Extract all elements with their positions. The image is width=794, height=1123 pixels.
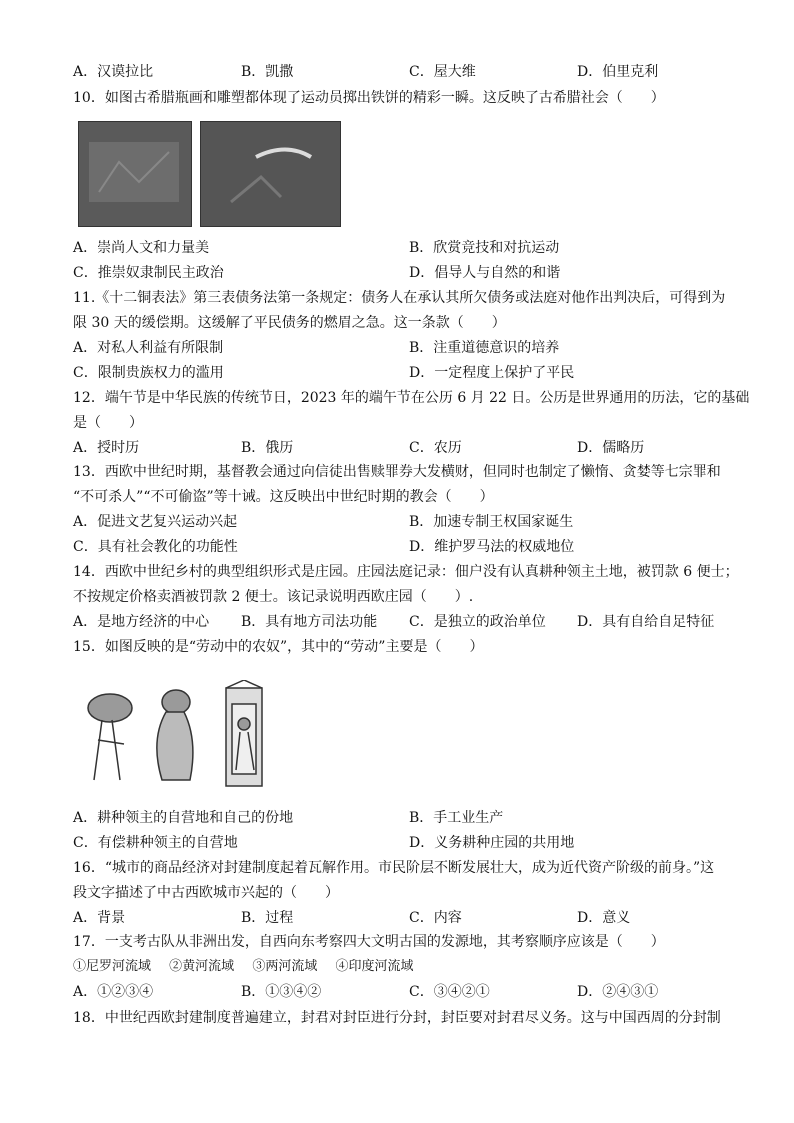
q17-options xyxy=(73,982,733,1002)
q13-option-b[interactable]: B．加速专制王权国家诞生 xyxy=(409,514,574,530)
q14-option-c[interactable]: C．是独立的政治单位 xyxy=(409,614,546,630)
q16-option-d[interactable]: D．意义 xyxy=(577,910,631,926)
q14-options xyxy=(73,612,733,632)
q15-options-row2 xyxy=(73,833,733,853)
q9-option-b[interactable]: B．凯撒 xyxy=(241,64,294,80)
q15-option-d[interactable]: D．义务耕种庄园的共用地 xyxy=(409,835,575,851)
q12-option-d[interactable]: D．儒略历 xyxy=(577,440,645,456)
q12-option-c[interactable]: C．农历 xyxy=(409,440,462,456)
serfs-labor-woodcut-image xyxy=(80,680,276,792)
q17-stem: 17．一支考古队从非洲出发，自西向东考察四大文明古国的发源地，其考察顺序应该是（ ） xyxy=(73,934,665,950)
q17-option-d[interactable]: D．②④③① xyxy=(577,984,659,1000)
q16-option-c[interactable]: C．内容 xyxy=(409,910,462,926)
q12-stem-line1: 12．端午节是中华民族的传统节日，2023 年的端午节在公历 6 月 22 日。公历是世界通用的历法，它的基础 xyxy=(73,390,750,406)
q15-options-row1 xyxy=(73,808,733,828)
q12-stem-line2: 是（ ） xyxy=(73,415,143,431)
q13-option-d[interactable]: D．维护罗马法的权威地位 xyxy=(409,539,575,555)
q10-option-b[interactable]: B．欣赏竞技和对抗运动 xyxy=(409,240,560,256)
q17-items xyxy=(73,958,427,976)
q17-item-4: ④印度河流域 xyxy=(335,959,414,974)
q11-option-c[interactable]: C．限制贵族权力的滥用 xyxy=(73,365,224,381)
q15-stem: 15．如图反映的是“劳动中的农奴”，其中的“劳动”主要是（ ） xyxy=(73,639,484,655)
q13-option-c[interactable]: C．具有社会教化的功能性 xyxy=(73,539,238,555)
q14-option-a[interactable]: A．是地方经济的中心 xyxy=(73,614,210,630)
q13-options-row2 xyxy=(73,537,733,557)
q15-option-a[interactable]: A．耕种领主的自营地和自己的份地 xyxy=(73,810,294,826)
q9-option-a[interactable]: A．汉谟拉比 xyxy=(73,64,154,80)
q10-options-row2 xyxy=(73,263,733,283)
q10-option-d[interactable]: D．倡导人与自然的和谐 xyxy=(409,265,561,281)
q14-stem-line1: 14．西欧中世纪乡村的典型组织形式是庄园。庄园法庭记录：佃户没有认真耕种领主土地，被罚款 6 便士； xyxy=(73,564,739,580)
q17-option-c[interactable]: C．③④②① xyxy=(409,984,490,1000)
q16-options xyxy=(73,908,733,928)
q17-item-1: ①尼罗河流域 xyxy=(73,959,152,974)
q13-stem-line2: “不可杀人”“不可偷盗”等十诫。这反映出中世纪时期的教会（ ） xyxy=(73,489,494,505)
q16-stem-line1: 16．“城市的商品经济对封建制度起着瓦解作用。市民阶层不断发展壮大，成为近代资产阶级的前身。”这 xyxy=(73,860,715,876)
q11-option-a[interactable]: A．对私人利益有所限制 xyxy=(73,340,224,356)
q17-option-a[interactable]: A．①②③④ xyxy=(73,984,154,1000)
q17-item-2: ②黄河流域 xyxy=(169,959,235,974)
q10-stem: 10．如图古希腊瓶画和雕塑都体现了运动员掷出铁饼的精彩一瞬。这反映了古希腊社会（ ） xyxy=(73,90,665,106)
q9-option-c[interactable]: C．屋大维 xyxy=(409,64,476,80)
q13-stem-line1: 13．西欧中世纪时期，基督教会通过向信徒出售赎罪券大发横财，但同时也制定了懒惰、贪婪等七宗罪和 xyxy=(73,464,721,480)
q9-options xyxy=(73,62,733,82)
q17-option-b[interactable]: B．①③④② xyxy=(241,984,322,1000)
q14-option-d[interactable]: D．具有自给自足特征 xyxy=(577,614,715,630)
q16-stem-line2: 段文字描述了中古西欧城市兴起的（ ） xyxy=(73,885,339,901)
q15-option-b[interactable]: B．手工业生产 xyxy=(409,810,504,826)
q18-stem-line1: 18．中世纪西欧封建制度普遍建立，封君对封臣进行分封，封臣要对封君尽义务。这与中国西周的分封制 xyxy=(73,1010,721,1026)
q11-stem-line2: 限 30 天的缓偿期。这缓解了平民债务的燃眉之急。这一条款（ ） xyxy=(73,315,506,331)
q15-option-c[interactable]: C．有偿耕种领主的自营地 xyxy=(73,835,238,851)
q16-option-b[interactable]: B．过程 xyxy=(241,910,294,926)
q13-option-a[interactable]: A．促进文艺复兴运动兴起 xyxy=(73,514,238,530)
q11-option-b[interactable]: B．注重道德意识的培养 xyxy=(409,340,560,356)
q11-stem-line1: 11.《十二铜表法》第三表债务法第一条规定：债务人在承认其所欠债务或法庭对他作出判决后，可得到为 xyxy=(73,290,726,306)
q10-option-c[interactable]: C．推崇奴隶制民主政治 xyxy=(73,265,224,281)
q16-option-a[interactable]: A．背景 xyxy=(73,910,126,926)
q11-options-row2 xyxy=(73,363,733,383)
q12-option-a[interactable]: A．授时历 xyxy=(73,440,140,456)
q14-option-b[interactable]: B．具有地方司法功能 xyxy=(241,614,378,630)
q12-option-b[interactable]: B．俄历 xyxy=(241,440,294,456)
q12-options xyxy=(73,438,733,458)
discus-sculpture-image xyxy=(200,121,341,227)
discus-vase-painting-image xyxy=(78,121,192,227)
q14-stem-line2: 不按规定价格卖酒被罚款 2 便士。该记录说明西欧庄园（ ）. xyxy=(73,589,474,605)
q10-options-row1 xyxy=(73,238,733,258)
q17-item-3: ③两河流域 xyxy=(252,959,318,974)
q10-option-a[interactable]: A．崇尚人文和力量美 xyxy=(73,240,210,256)
q13-options-row1 xyxy=(73,512,733,532)
q11-option-d[interactable]: D．一定程度上保护了平民 xyxy=(409,365,575,381)
q9-option-d[interactable]: D．伯里克利 xyxy=(577,64,659,80)
q11-options-row1 xyxy=(73,338,733,358)
